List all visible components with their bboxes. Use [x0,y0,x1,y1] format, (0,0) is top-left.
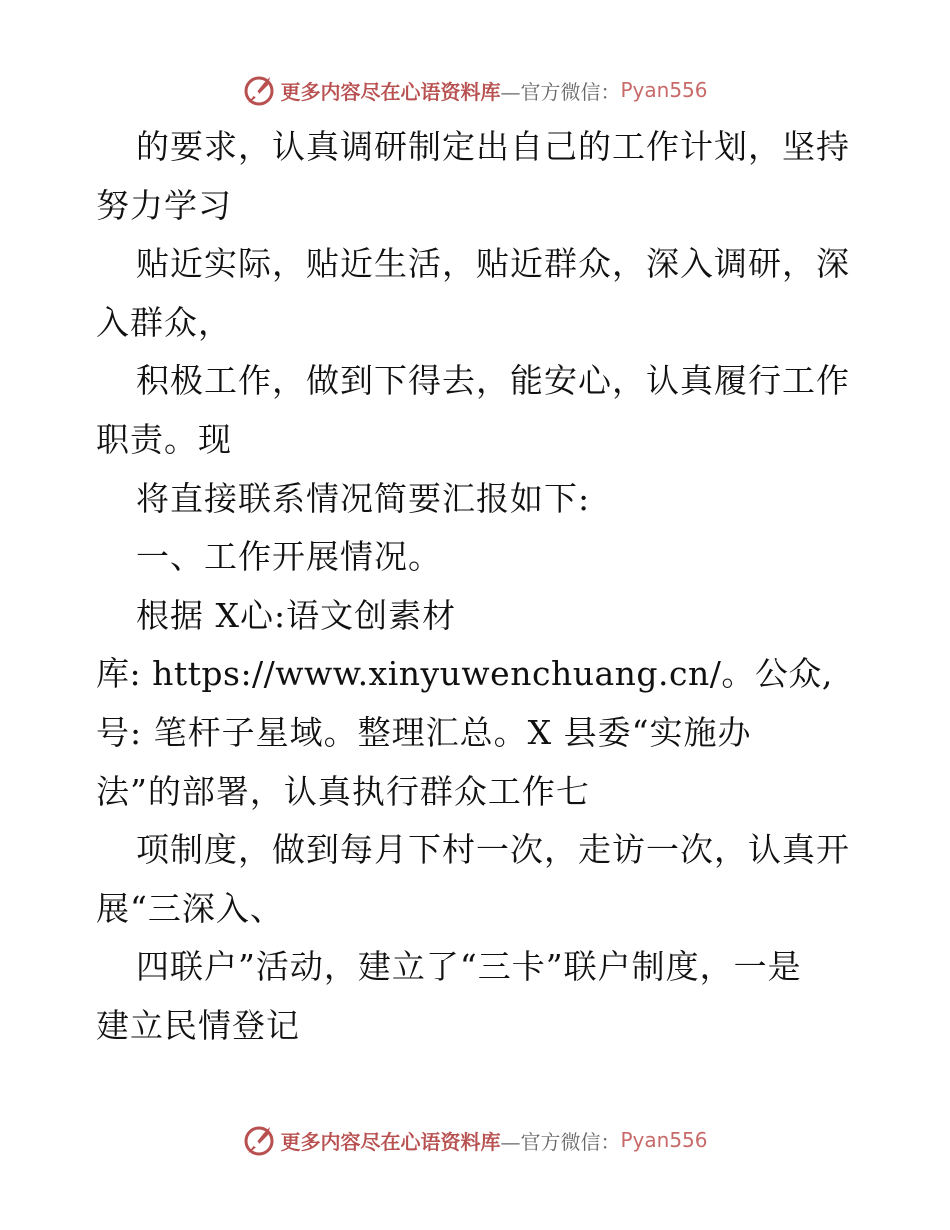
footer-site-name: 更多内容尽在心语资料库 [280,1129,501,1154]
document-body [96,118,856,1056]
text-line: 根据 X心:语文创素材 [136,595,457,635]
text-line: 四联户”活动，建立了“三卡”联户制度，一是 [136,947,802,987]
text-line: 努力学习 [96,185,232,225]
text-line: 号: 笔杆子星域。整理汇总。X 县委“实施办 [96,712,752,752]
text-line: 积极工作，做到下得去，能安心，认真履行工作 [136,361,850,401]
text-line: 法”的部署，认真执行群众工作七 [96,771,590,811]
text-line: 贴近实际，贴近生活，贴近群众，深入调研，深 [136,244,850,284]
text-line: 建立民情登记 [96,1005,300,1045]
text-line: 将直接联系情况简要汇报如下: [136,478,591,518]
text-line: 的要求，认真调研制定出自己的工作计划，坚持 [136,127,850,166]
footer-banner [0,1120,950,1160]
quill-pen-logo-icon [242,1123,276,1157]
text-line: 入群众， [96,302,232,342]
text-line: 展“三深入、 [96,888,284,928]
header-site-name: 更多内容尽在心语资料库 [280,79,501,104]
text-line-url: 库: https://www.xinyuwenchuang.cn/。公众, [96,654,833,694]
header-wechat-label: —官方微信： [500,79,621,104]
text-line: 项制度，做到每月下村一次，走访一次，认真开 [136,830,850,870]
footer-wechat-label: —官方微信： [500,1129,621,1154]
text-line: 职责。现 [96,419,232,459]
header-banner [0,70,950,110]
quill-pen-logo-icon [242,73,276,107]
footer-wechat-id: Pyan556 [620,1128,708,1152]
section-heading: 一、工作开展情况。 [136,537,442,577]
header-wechat-id: Pyan556 [620,78,708,102]
